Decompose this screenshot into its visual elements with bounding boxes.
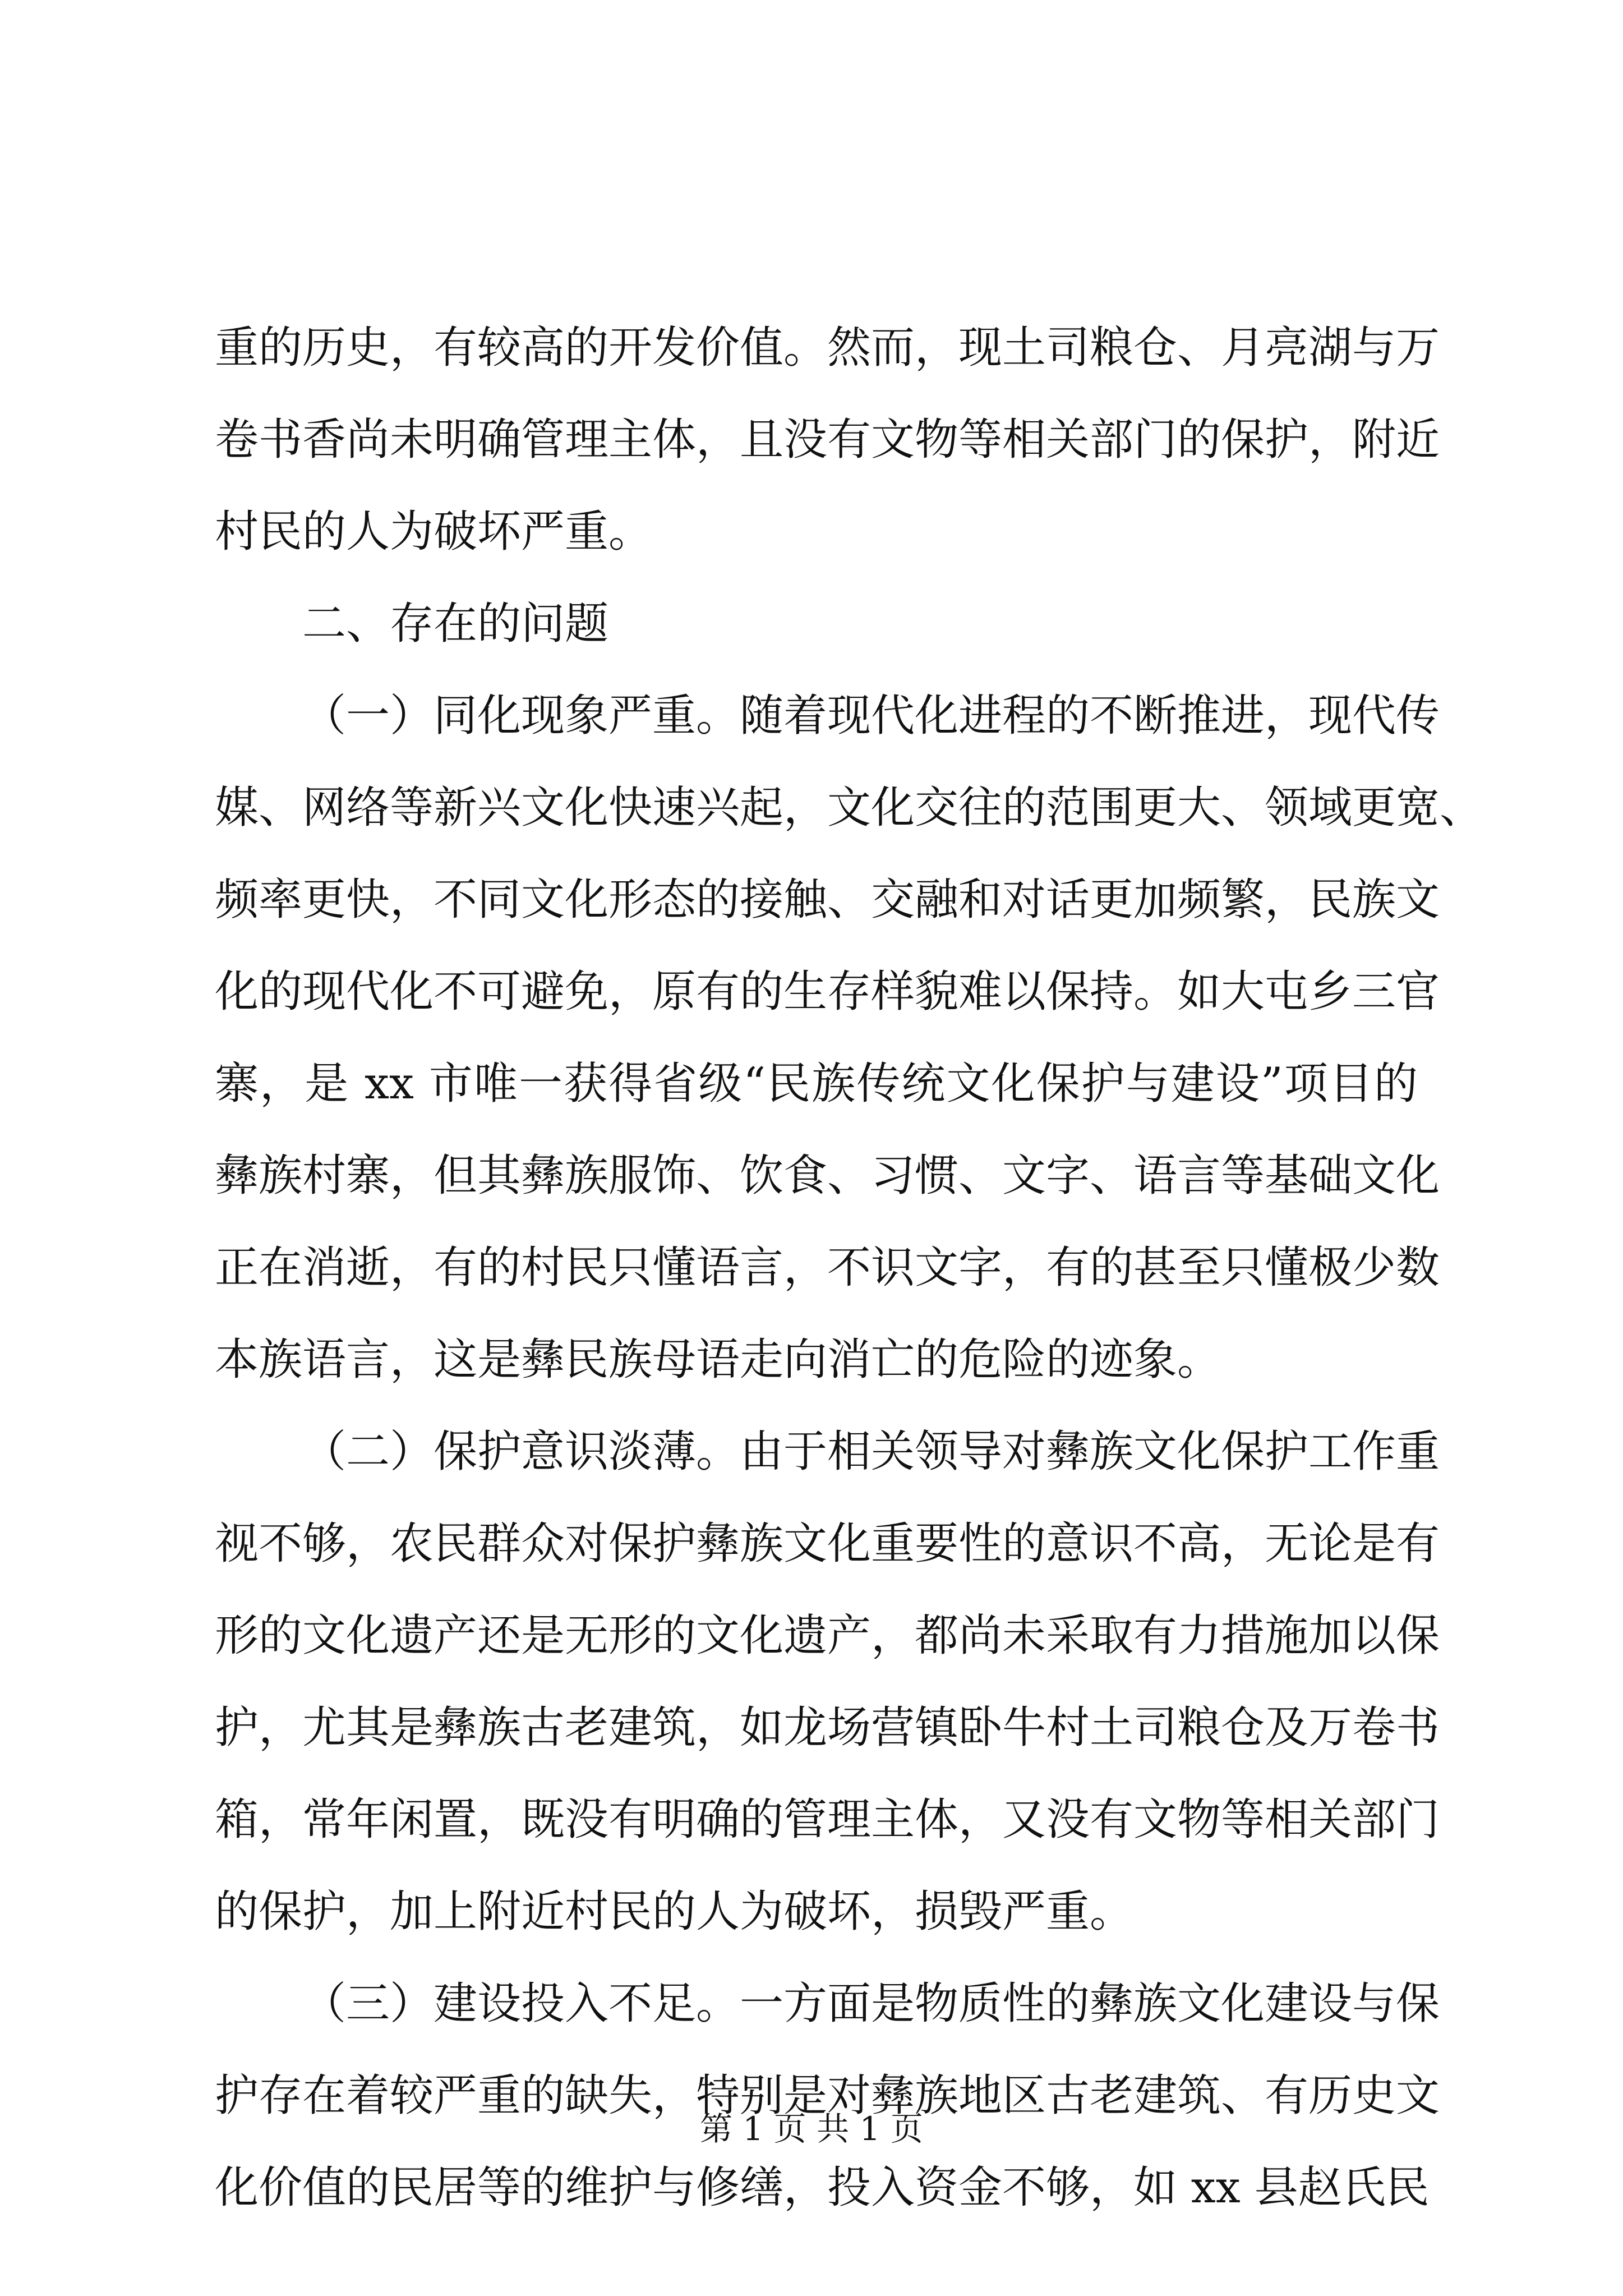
text-line: 化价值的民居等的维护与修缮，投入资金不够，如 xx 县赵氏民 (215, 2162, 1430, 2213)
text-line: 卷书香尚未明确管理主体，且没有文物等相关部门的保护，附近 (215, 415, 1440, 465)
text-line: 化的现代化不可避免，原有的生存样貌难以保持。如大屯乡三官 (215, 967, 1440, 1017)
paragraph-first-line: （二）保护意识淡薄。由于相关领导对彝族文化保护工作重 (302, 1427, 1440, 1477)
text-line: 箱，常年闲置，既没有明确的管理主体，又没有文物等相关部门 (215, 1795, 1440, 1845)
text-line: 村民的人为破坏严重。 (215, 507, 653, 557)
text-line: 媒、网络等新兴文化快速兴起，文化交往的范围更大、领域更宽、 (215, 783, 1484, 833)
paragraph-first-line: （三）建设投入不足。一方面是物质性的彝族文化建设与保 (302, 1978, 1440, 2029)
text-line: 彝族村寨，但其彝族服饰、饮食、习惯、文字、语言等基础文化 (215, 1151, 1440, 1201)
page-footer (0, 2109, 1623, 2148)
text-line: 的保护，加上附近村民的人为破坏，损毁严重。 (215, 1887, 1134, 1937)
text-line: 形的文化遗产还是无形的文化遗产，都尚未采取有力措施加以保 (215, 1611, 1440, 1661)
text-line: 护存在着较严重的缺失，特别是对彝族地区古老建筑、有历史文 (215, 2070, 1440, 2121)
text-line: 本族语言，这是彝民族母语走向消亡的危险的迹象。 (215, 1335, 1221, 1385)
text-line: 视不够，农民群众对保护彝族文化重要性的意识不高，无论是有 (215, 1519, 1440, 1569)
text-line: 正在消逝，有的村民只懂语言，不识文字，有的甚至只懂极少数 (215, 1243, 1440, 1293)
text-line: 寨，是 xx 市唯一获得省级“民族传统文化保护与建设”项目的 (215, 1059, 1418, 1109)
text-line: 重的历史，有较高的开发价值。然而，现土司粮仓、月亮湖与万 (215, 323, 1440, 373)
paragraph-first-line: （一）同化现象严重。随着现代化进程的不断推进，现代传 (302, 691, 1440, 741)
text-line: 护，尤其是彝族古老建筑，如龙场营镇卧牛村土司粮仓及万卷书 (215, 1703, 1440, 1753)
text-line: 频率更快，不同文化形态的接触、交融和对话更加频繁，民族文 (215, 875, 1440, 925)
section-heading: 二、存在的问题 (302, 599, 609, 649)
page-number-label: 第 1 页 共 1 页 (700, 2110, 923, 2148)
document-body (215, 302, 1484, 2234)
